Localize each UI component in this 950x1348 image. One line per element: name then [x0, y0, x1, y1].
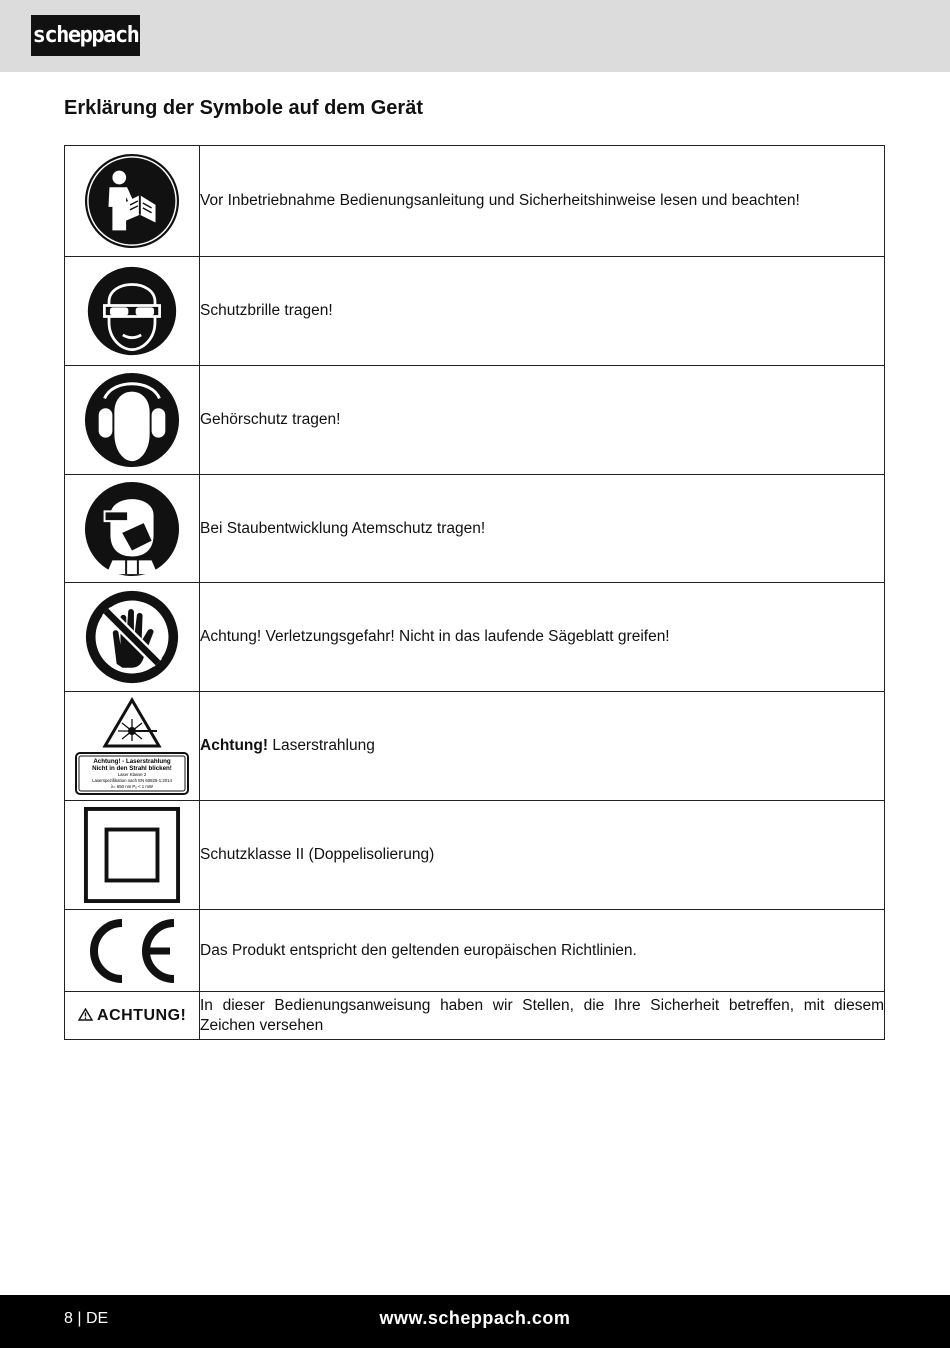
- ear-protection-icon: [65, 366, 200, 475]
- table-row: [65, 992, 885, 1040]
- warning-badge-label: ACHTUNG!: [97, 1006, 187, 1024]
- laser-label-line: Nicht in den Strahl blicken!: [92, 765, 172, 772]
- page-footer: [0, 1295, 950, 1348]
- symbols-table: [64, 145, 885, 1040]
- table-row: [65, 692, 885, 801]
- row-text-rest: Laserstrahlung: [268, 737, 375, 754]
- table-row: [65, 583, 885, 692]
- table-row: [65, 257, 885, 366]
- page-header: [0, 0, 950, 72]
- row-text: Achtung! Verletzungsgefahr! Nicht in das laufende Sägeblatt greifen!: [200, 583, 885, 692]
- row-text: Schutzbrille tragen!: [200, 257, 885, 366]
- table-row: [65, 475, 885, 583]
- warning-triangle-icon: [78, 1008, 93, 1021]
- scheppach-logo: scheppach: [31, 15, 140, 56]
- table-row: [65, 801, 885, 910]
- no-hands-icon: [65, 583, 200, 692]
- laser-warning-icon: [65, 692, 200, 801]
- read-manual-icon: [65, 146, 200, 257]
- table-row: [65, 910, 885, 992]
- ce-mark-icon: [65, 910, 200, 992]
- safety-goggles-icon: [65, 257, 200, 366]
- warning-badge: [65, 992, 200, 1040]
- row-text-bold: Achtung!: [200, 737, 269, 754]
- table-row: [65, 366, 885, 475]
- laser-label-line: Achtung! - Laserstrahlung: [93, 758, 171, 765]
- row-text: Das Produkt entspricht den geltenden europäischen Richtlinien.: [200, 910, 885, 992]
- page-title: Erklärung der Symbole auf dem Gerät: [64, 97, 423, 119]
- row-text: [200, 692, 885, 801]
- row-text: In dieser Bedienungsanweisung haben wir Stellen, die Ihre Sicherheit betreffen, mit diesem Zeichen versehen: [200, 992, 885, 1040]
- website-url: www.scheppach.com: [379, 1308, 571, 1328]
- laser-label-line: Laser Klasse 2: [117, 772, 147, 777]
- row-text: Gehörschutz tragen!: [200, 366, 885, 475]
- table-row: [65, 146, 885, 257]
- protection-class-ii-icon: [65, 801, 200, 910]
- page-number: 8 | DE: [64, 1310, 109, 1327]
- laser-label-line: λ= 650 nm Pₒ < 1 mW: [111, 784, 153, 789]
- laser-label-line: Laserspezifikation nach EN 60825-1:2014: [92, 778, 172, 783]
- row-text: Schutzklasse II (Doppelisolierung): [200, 801, 885, 910]
- respirator-icon: [65, 475, 200, 583]
- row-text: Bei Staubentwicklung Atemschutz tragen!: [200, 475, 885, 583]
- row-text: Vor Inbetriebnahme Bedienungsanleitung und Sicherheitshinweise lesen und beachten!: [200, 146, 885, 257]
